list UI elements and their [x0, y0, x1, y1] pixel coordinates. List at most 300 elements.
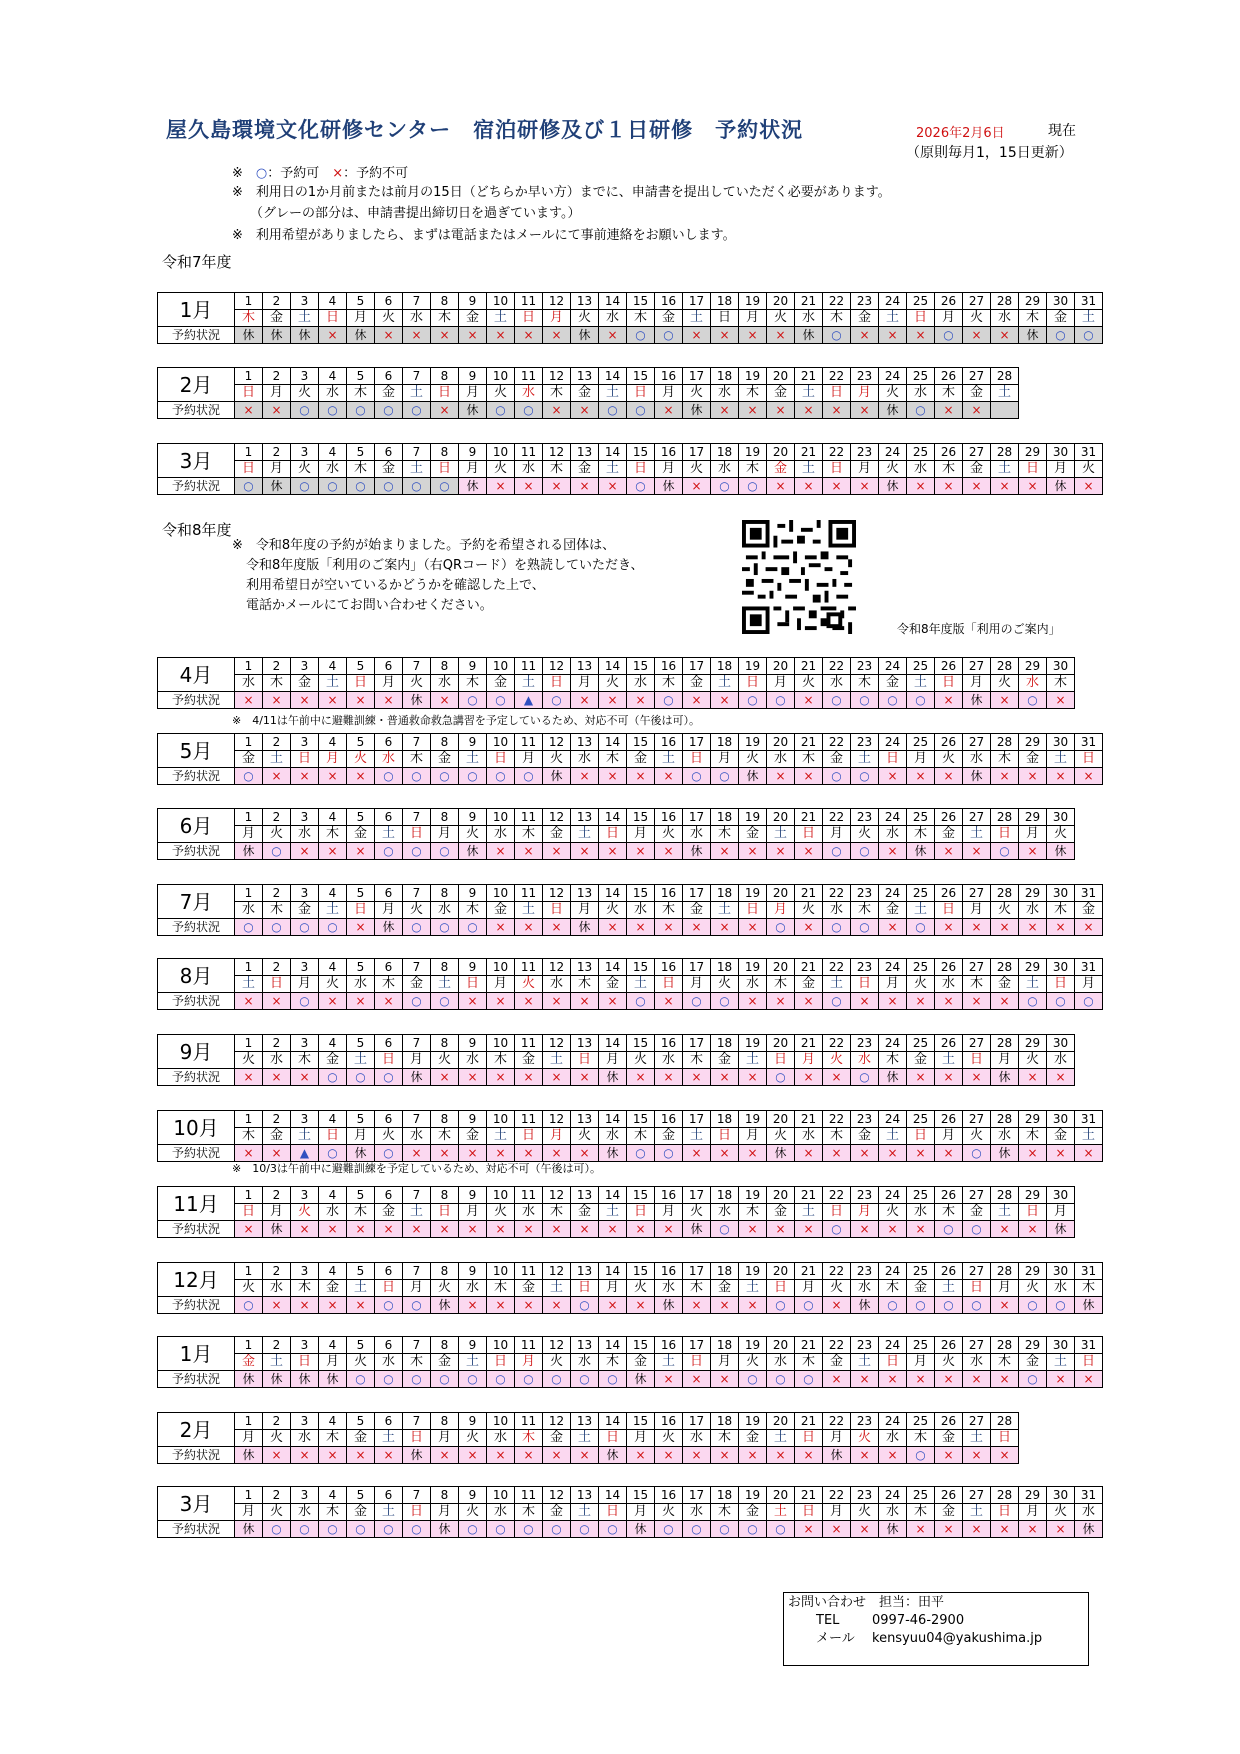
- day-status[interactable]: ×: [571, 1447, 599, 1464]
- day-status[interactable]: ○: [711, 1521, 739, 1538]
- day-status[interactable]: 休: [543, 768, 571, 785]
- day-status[interactable]: ×: [347, 692, 375, 709]
- day-status[interactable]: 休: [879, 478, 907, 495]
- day-status[interactable]: ×: [291, 1221, 319, 1238]
- day-status[interactable]: 休: [991, 1145, 1019, 1162]
- day-status[interactable]: ×: [571, 402, 599, 419]
- day-status[interactable]: ×: [515, 1447, 543, 1464]
- day-status[interactable]: ○: [431, 919, 459, 936]
- day-status[interactable]: ○: [823, 843, 851, 860]
- day-status[interactable]: ○: [935, 327, 963, 344]
- day-status[interactable]: ×: [963, 843, 991, 860]
- day-status[interactable]: 休: [235, 327, 263, 344]
- day-status[interactable]: ○: [235, 919, 263, 936]
- day-status[interactable]: ×: [291, 1069, 319, 1086]
- day-status[interactable]: ×: [655, 768, 683, 785]
- day-status[interactable]: ○: [711, 478, 739, 495]
- day-status[interactable]: ○: [543, 1521, 571, 1538]
- day-status[interactable]: ×: [263, 1297, 291, 1314]
- day-status[interactable]: ○: [403, 1371, 431, 1388]
- day-status[interactable]: ×: [935, 1521, 963, 1538]
- day-status[interactable]: ×: [851, 1221, 879, 1238]
- day-status[interactable]: 休: [403, 1447, 431, 1464]
- day-status[interactable]: ×: [375, 327, 403, 344]
- day-status[interactable]: ○: [403, 402, 431, 419]
- day-status[interactable]: ○: [291, 1521, 319, 1538]
- day-status[interactable]: ×: [879, 919, 907, 936]
- day-status[interactable]: ○: [795, 1371, 823, 1388]
- day-status[interactable]: ○: [991, 843, 1019, 860]
- day-status[interactable]: ○: [375, 768, 403, 785]
- qr-code[interactable]: [742, 520, 856, 634]
- day-status[interactable]: ○: [403, 1297, 431, 1314]
- day-status[interactable]: ×: [935, 919, 963, 936]
- day-status[interactable]: ×: [907, 1145, 935, 1162]
- day-status[interactable]: ×: [235, 402, 263, 419]
- day-status[interactable]: ×: [1075, 768, 1103, 785]
- day-status[interactable]: ×: [347, 919, 375, 936]
- day-status[interactable]: ○: [1047, 993, 1075, 1010]
- day-status[interactable]: ×: [907, 478, 935, 495]
- day-status[interactable]: ×: [487, 1447, 515, 1464]
- day-status[interactable]: ×: [767, 1221, 795, 1238]
- day-status[interactable]: ×: [711, 327, 739, 344]
- day-status[interactable]: ×: [823, 1521, 851, 1538]
- tel-number[interactable]: 0997-46-2900: [872, 1613, 965, 1628]
- day-status[interactable]: 休: [375, 919, 403, 936]
- day-status[interactable]: ×: [711, 919, 739, 936]
- day-status[interactable]: ○: [319, 1069, 347, 1086]
- day-status[interactable]: ○: [403, 993, 431, 1010]
- day-status[interactable]: ○: [1075, 327, 1103, 344]
- day-status[interactable]: ×: [599, 919, 627, 936]
- day-status[interactable]: ×: [991, 692, 1019, 709]
- day-status[interactable]: ×: [991, 768, 1019, 785]
- day-status[interactable]: ○: [235, 478, 263, 495]
- day-status[interactable]: 休: [599, 1069, 627, 1086]
- day-status[interactable]: ×: [991, 1371, 1019, 1388]
- day-status[interactable]: ○: [907, 919, 935, 936]
- day-status[interactable]: 休: [347, 327, 375, 344]
- day-status[interactable]: ×: [263, 1145, 291, 1162]
- day-status[interactable]: ×: [431, 1069, 459, 1086]
- day-status[interactable]: ○: [347, 1521, 375, 1538]
- day-status[interactable]: ×: [739, 919, 767, 936]
- day-status[interactable]: ×: [739, 327, 767, 344]
- day-status[interactable]: ○: [571, 1521, 599, 1538]
- day-status[interactable]: ○: [375, 1297, 403, 1314]
- day-status[interactable]: ×: [683, 1371, 711, 1388]
- day-status[interactable]: [991, 402, 1019, 419]
- day-status[interactable]: ×: [991, 919, 1019, 936]
- day-status[interactable]: ×: [347, 768, 375, 785]
- day-status[interactable]: ×: [935, 1069, 963, 1086]
- day-status[interactable]: ×: [571, 1145, 599, 1162]
- day-status[interactable]: 休: [879, 1069, 907, 1086]
- day-status[interactable]: ×: [767, 768, 795, 785]
- day-status[interactable]: ×: [879, 327, 907, 344]
- day-status[interactable]: ○: [851, 843, 879, 860]
- day-status[interactable]: ○: [235, 768, 263, 785]
- day-status[interactable]: ×: [571, 692, 599, 709]
- day-status[interactable]: 休: [235, 1447, 263, 1464]
- day-status[interactable]: ×: [963, 402, 991, 419]
- day-status[interactable]: 休: [963, 692, 991, 709]
- day-status[interactable]: 休: [291, 327, 319, 344]
- day-status[interactable]: ○: [375, 1145, 403, 1162]
- day-status[interactable]: ×: [879, 768, 907, 785]
- day-status[interactable]: 休: [571, 327, 599, 344]
- day-status[interactable]: ○: [459, 768, 487, 785]
- day-status[interactable]: ×: [235, 1069, 263, 1086]
- day-status[interactable]: ×: [795, 843, 823, 860]
- day-status[interactable]: ×: [543, 843, 571, 860]
- day-status[interactable]: ×: [319, 993, 347, 1010]
- day-status[interactable]: ×: [711, 843, 739, 860]
- day-status[interactable]: ×: [795, 993, 823, 1010]
- day-status[interactable]: 休: [879, 402, 907, 419]
- day-status[interactable]: ×: [459, 1447, 487, 1464]
- day-status[interactable]: ×: [795, 768, 823, 785]
- day-status[interactable]: ○: [487, 402, 515, 419]
- day-status[interactable]: ○: [767, 1371, 795, 1388]
- day-status[interactable]: ×: [599, 327, 627, 344]
- day-status[interactable]: 休: [823, 1447, 851, 1464]
- day-status[interactable]: ○: [907, 692, 935, 709]
- day-status[interactable]: ×: [571, 768, 599, 785]
- day-status[interactable]: 休: [1019, 327, 1047, 344]
- day-status[interactable]: ○: [879, 692, 907, 709]
- day-status[interactable]: 休: [907, 843, 935, 860]
- day-status[interactable]: ×: [263, 402, 291, 419]
- day-status[interactable]: ×: [347, 1297, 375, 1314]
- day-status[interactable]: ×: [683, 478, 711, 495]
- day-status[interactable]: ×: [1019, 478, 1047, 495]
- day-status[interactable]: ×: [935, 1145, 963, 1162]
- day-status[interactable]: ×: [767, 478, 795, 495]
- day-status[interactable]: ×: [935, 843, 963, 860]
- day-status[interactable]: ×: [431, 327, 459, 344]
- day-status[interactable]: ○: [879, 1297, 907, 1314]
- day-status[interactable]: ×: [599, 478, 627, 495]
- day-status[interactable]: ○: [235, 1297, 263, 1314]
- day-status[interactable]: 休: [655, 1297, 683, 1314]
- day-status[interactable]: ○: [403, 478, 431, 495]
- day-status[interactable]: ○: [767, 1297, 795, 1314]
- day-status[interactable]: ×: [1075, 1371, 1103, 1388]
- day-status[interactable]: ×: [263, 1447, 291, 1464]
- day-status[interactable]: ×: [739, 402, 767, 419]
- day-status[interactable]: ×: [655, 993, 683, 1010]
- day-status[interactable]: ○: [291, 478, 319, 495]
- day-status[interactable]: ×: [571, 478, 599, 495]
- day-status[interactable]: ×: [823, 1371, 851, 1388]
- day-status[interactable]: ×: [935, 478, 963, 495]
- day-status[interactable]: ○: [851, 768, 879, 785]
- day-status[interactable]: ×: [515, 919, 543, 936]
- day-status[interactable]: ○: [543, 692, 571, 709]
- day-status[interactable]: 休: [263, 1371, 291, 1388]
- day-status[interactable]: ×: [319, 768, 347, 785]
- day-status[interactable]: ×: [291, 768, 319, 785]
- day-status[interactable]: ×: [571, 993, 599, 1010]
- day-status[interactable]: 休: [683, 843, 711, 860]
- day-status[interactable]: ×: [823, 1069, 851, 1086]
- day-status[interactable]: ×: [879, 1221, 907, 1238]
- day-status[interactable]: 休: [627, 1371, 655, 1388]
- day-status[interactable]: ×: [235, 692, 263, 709]
- day-status[interactable]: ×: [319, 1221, 347, 1238]
- day-status[interactable]: ×: [963, 327, 991, 344]
- day-status[interactable]: 休: [655, 478, 683, 495]
- day-status[interactable]: 休: [263, 478, 291, 495]
- day-status[interactable]: ○: [851, 919, 879, 936]
- day-status[interactable]: 休: [683, 402, 711, 419]
- day-status[interactable]: ×: [375, 692, 403, 709]
- day-status[interactable]: ×: [235, 1221, 263, 1238]
- day-status[interactable]: ○: [683, 768, 711, 785]
- day-status[interactable]: ×: [515, 478, 543, 495]
- day-status[interactable]: ×: [319, 1447, 347, 1464]
- day-status[interactable]: ○: [907, 402, 935, 419]
- day-status[interactable]: ×: [711, 1069, 739, 1086]
- day-status[interactable]: ○: [935, 1221, 963, 1238]
- day-status[interactable]: ×: [319, 1297, 347, 1314]
- day-status[interactable]: ○: [375, 1069, 403, 1086]
- day-status[interactable]: ×: [319, 843, 347, 860]
- day-status[interactable]: ×: [991, 993, 1019, 1010]
- day-status[interactable]: ○: [627, 402, 655, 419]
- day-status[interactable]: ×: [1019, 1069, 1047, 1086]
- day-status[interactable]: ×: [431, 1447, 459, 1464]
- day-status[interactable]: ○: [655, 327, 683, 344]
- day-status[interactable]: ×: [571, 1221, 599, 1238]
- day-status[interactable]: ×: [823, 1145, 851, 1162]
- day-status[interactable]: ○: [291, 993, 319, 1010]
- day-status[interactable]: 休: [459, 478, 487, 495]
- day-status[interactable]: ×: [599, 692, 627, 709]
- day-status[interactable]: ○: [683, 993, 711, 1010]
- day-status[interactable]: 休: [627, 1521, 655, 1538]
- day-status[interactable]: 休: [291, 1371, 319, 1388]
- day-status[interactable]: ×: [515, 327, 543, 344]
- day-status[interactable]: ○: [767, 692, 795, 709]
- day-status[interactable]: ×: [627, 1069, 655, 1086]
- day-status[interactable]: ×: [655, 1371, 683, 1388]
- day-status[interactable]: ○: [655, 692, 683, 709]
- day-status[interactable]: ×: [515, 1221, 543, 1238]
- day-status[interactable]: ×: [879, 843, 907, 860]
- day-status[interactable]: ○: [431, 478, 459, 495]
- day-status[interactable]: ×: [319, 692, 347, 709]
- day-status[interactable]: ×: [1047, 1145, 1075, 1162]
- day-status[interactable]: ×: [543, 1447, 571, 1464]
- day-status[interactable]: ×: [711, 1145, 739, 1162]
- day-status[interactable]: ○: [431, 843, 459, 860]
- day-status[interactable]: ×: [291, 843, 319, 860]
- day-status[interactable]: ×: [711, 692, 739, 709]
- day-status[interactable]: ○: [263, 843, 291, 860]
- day-status[interactable]: ×: [319, 327, 347, 344]
- day-status[interactable]: ×: [655, 1221, 683, 1238]
- day-status[interactable]: ×: [627, 768, 655, 785]
- day-status[interactable]: ○: [403, 919, 431, 936]
- day-status[interactable]: 休: [459, 843, 487, 860]
- day-status[interactable]: ×: [627, 1221, 655, 1238]
- day-status[interactable]: ○: [963, 1221, 991, 1238]
- day-status[interactable]: ○: [347, 1371, 375, 1388]
- day-status[interactable]: ○: [851, 692, 879, 709]
- day-status[interactable]: ×: [795, 1221, 823, 1238]
- day-status[interactable]: 休: [851, 1297, 879, 1314]
- day-status[interactable]: ○: [515, 1521, 543, 1538]
- day-status[interactable]: ○: [739, 478, 767, 495]
- day-status[interactable]: ○: [1047, 1297, 1075, 1314]
- day-status[interactable]: ×: [487, 1069, 515, 1086]
- day-status[interactable]: ○: [403, 1521, 431, 1538]
- day-status[interactable]: ○: [907, 1297, 935, 1314]
- day-status[interactable]: ×: [431, 1145, 459, 1162]
- day-status[interactable]: ×: [487, 843, 515, 860]
- day-status[interactable]: ○: [627, 1145, 655, 1162]
- day-status[interactable]: ×: [543, 478, 571, 495]
- day-status[interactable]: 休: [1047, 1221, 1075, 1238]
- day-status[interactable]: ×: [487, 1297, 515, 1314]
- day-status[interactable]: ×: [347, 843, 375, 860]
- day-status[interactable]: ×: [935, 1447, 963, 1464]
- day-status[interactable]: ×: [907, 1521, 935, 1538]
- day-status[interactable]: ○: [375, 1521, 403, 1538]
- day-status[interactable]: ×: [963, 478, 991, 495]
- day-status[interactable]: ×: [571, 1069, 599, 1086]
- day-status[interactable]: ×: [487, 919, 515, 936]
- day-status[interactable]: 休: [1047, 478, 1075, 495]
- day-status[interactable]: ×: [1047, 919, 1075, 936]
- day-status[interactable]: ○: [1075, 993, 1103, 1010]
- day-status[interactable]: ×: [795, 1145, 823, 1162]
- day-status[interactable]: ○: [711, 768, 739, 785]
- day-status[interactable]: ×: [739, 993, 767, 1010]
- day-status[interactable]: ×: [739, 1447, 767, 1464]
- day-status[interactable]: ×: [235, 1145, 263, 1162]
- day-status[interactable]: ×: [599, 993, 627, 1010]
- day-status[interactable]: ○: [263, 919, 291, 936]
- day-status[interactable]: ×: [1047, 768, 1075, 785]
- day-status[interactable]: ×: [935, 1371, 963, 1388]
- day-status[interactable]: 休: [403, 1069, 431, 1086]
- day-status[interactable]: ○: [823, 1221, 851, 1238]
- day-status[interactable]: ×: [1047, 1521, 1075, 1538]
- day-status[interactable]: ×: [1019, 1221, 1047, 1238]
- day-status[interactable]: ×: [711, 1371, 739, 1388]
- day-status[interactable]: ×: [459, 327, 487, 344]
- day-status[interactable]: ○: [655, 1145, 683, 1162]
- day-status[interactable]: ○: [655, 1521, 683, 1538]
- day-status[interactable]: ○: [1019, 692, 1047, 709]
- day-status[interactable]: ×: [991, 478, 1019, 495]
- day-status[interactable]: ×: [375, 993, 403, 1010]
- day-status[interactable]: ×: [795, 1521, 823, 1538]
- day-status[interactable]: ×: [431, 1221, 459, 1238]
- day-status[interactable]: ×: [907, 768, 935, 785]
- day-status[interactable]: ×: [963, 1069, 991, 1086]
- day-status[interactable]: ×: [851, 1447, 879, 1464]
- day-status[interactable]: ×: [795, 919, 823, 936]
- day-status[interactable]: ×: [991, 1297, 1019, 1314]
- day-status[interactable]: ○: [823, 993, 851, 1010]
- day-status[interactable]: 休: [1075, 1521, 1103, 1538]
- day-status[interactable]: ○: [1047, 327, 1075, 344]
- day-status[interactable]: ×: [655, 1069, 683, 1086]
- day-status[interactable]: 休: [963, 768, 991, 785]
- day-status[interactable]: ×: [795, 1069, 823, 1086]
- day-status[interactable]: ×: [683, 919, 711, 936]
- day-status[interactable]: ×: [291, 1297, 319, 1314]
- day-status[interactable]: ×: [991, 1521, 1019, 1538]
- day-status[interactable]: ×: [459, 1297, 487, 1314]
- day-status[interactable]: ×: [263, 1069, 291, 1086]
- day-status[interactable]: ×: [851, 478, 879, 495]
- day-status[interactable]: ×: [543, 1297, 571, 1314]
- day-status[interactable]: ○: [907, 1447, 935, 1464]
- day-status[interactable]: 休: [739, 768, 767, 785]
- day-status[interactable]: ×: [599, 843, 627, 860]
- day-status[interactable]: ○: [459, 692, 487, 709]
- day-status[interactable]: ×: [879, 1145, 907, 1162]
- day-status[interactable]: ×: [403, 327, 431, 344]
- day-status[interactable]: ○: [739, 692, 767, 709]
- day-status[interactable]: ○: [403, 843, 431, 860]
- day-status[interactable]: 休: [235, 1521, 263, 1538]
- day-status[interactable]: ×: [655, 402, 683, 419]
- day-status[interactable]: ▲: [515, 692, 543, 709]
- day-status[interactable]: ×: [683, 1447, 711, 1464]
- day-status[interactable]: 休: [403, 692, 431, 709]
- day-status[interactable]: ×: [683, 1145, 711, 1162]
- day-status[interactable]: ×: [851, 1145, 879, 1162]
- day-status[interactable]: ×: [935, 768, 963, 785]
- day-status[interactable]: ×: [851, 1521, 879, 1538]
- day-status[interactable]: ×: [851, 1371, 879, 1388]
- day-status[interactable]: ○: [319, 478, 347, 495]
- day-status[interactable]: ×: [935, 692, 963, 709]
- day-status[interactable]: ○: [319, 1521, 347, 1538]
- day-status[interactable]: ▲: [291, 1145, 319, 1162]
- day-status[interactable]: ×: [543, 1069, 571, 1086]
- day-status[interactable]: ×: [739, 1221, 767, 1238]
- day-status[interactable]: ×: [515, 843, 543, 860]
- day-status[interactable]: 休: [991, 1069, 1019, 1086]
- day-status[interactable]: ○: [823, 768, 851, 785]
- day-status[interactable]: 休: [879, 1521, 907, 1538]
- day-status[interactable]: ×: [515, 993, 543, 1010]
- day-status[interactable]: ×: [991, 327, 1019, 344]
- day-status[interactable]: ○: [431, 768, 459, 785]
- day-status[interactable]: 休: [263, 1221, 291, 1238]
- day-status[interactable]: ×: [963, 1447, 991, 1464]
- day-status[interactable]: ×: [795, 402, 823, 419]
- day-status[interactable]: ×: [543, 919, 571, 936]
- day-status[interactable]: 休: [1075, 1297, 1103, 1314]
- day-status[interactable]: ×: [627, 919, 655, 936]
- day-status[interactable]: ×: [1019, 768, 1047, 785]
- day-status[interactable]: ○: [431, 993, 459, 1010]
- day-status[interactable]: ×: [711, 402, 739, 419]
- day-status[interactable]: ×: [347, 1447, 375, 1464]
- day-status[interactable]: ×: [991, 1447, 1019, 1464]
- day-status[interactable]: ×: [1047, 1371, 1075, 1388]
- day-status[interactable]: ○: [403, 768, 431, 785]
